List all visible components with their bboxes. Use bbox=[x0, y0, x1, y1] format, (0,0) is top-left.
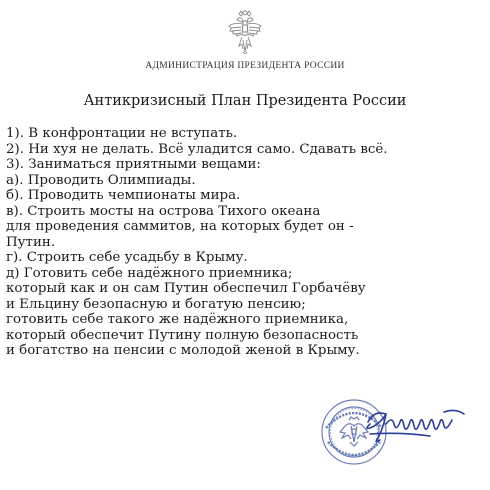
handwritten-signature-icon bbox=[340, 404, 470, 448]
body-line: Путин. bbox=[6, 234, 56, 250]
document-body bbox=[6, 126, 486, 359]
body-line: и Ельцину безопасную и богатую пенсию; bbox=[6, 296, 306, 312]
body-line: который как и он сам Путин обеспечил Горбачёву bbox=[6, 281, 366, 296]
double-headed-eagle-icon bbox=[227, 10, 263, 56]
body-line: 2). Ни хуя не делать. Всё уладится само. Сдавать всё. bbox=[6, 141, 388, 157]
body-line: и богатство на пенсии с молодой женой в Крыму. bbox=[6, 343, 360, 358]
organization-name: АДМИНИСТРАЦИЯ ПРЕЗИДЕНТА РОССИИ bbox=[145, 61, 345, 71]
document-title: Антикризисный План Президента России bbox=[83, 93, 407, 109]
body-line: 1). В конфронтации не вступать. bbox=[6, 126, 238, 141]
body-line: г). Строить себе усадьбу в Крыму. bbox=[6, 250, 248, 265]
body-line: который обеспечит Путину полную безопасность bbox=[6, 327, 359, 343]
body-line: д) Готовить себе надёжного приемника; bbox=[6, 265, 293, 281]
body-line: 3). Заниматься приятными вещами: bbox=[6, 157, 261, 172]
body-line: готовить себе такого же надёжного приемника, bbox=[6, 312, 349, 327]
body-line: для проведения саммитов, на которых будет он - bbox=[6, 219, 354, 234]
body-line: б). Проводить чемпионаты мира. bbox=[6, 188, 241, 203]
body-line: а). Проводить Олимпиады. bbox=[6, 172, 196, 188]
body-line: в). Строить мосты на острова Тихого океана bbox=[6, 203, 321, 219]
